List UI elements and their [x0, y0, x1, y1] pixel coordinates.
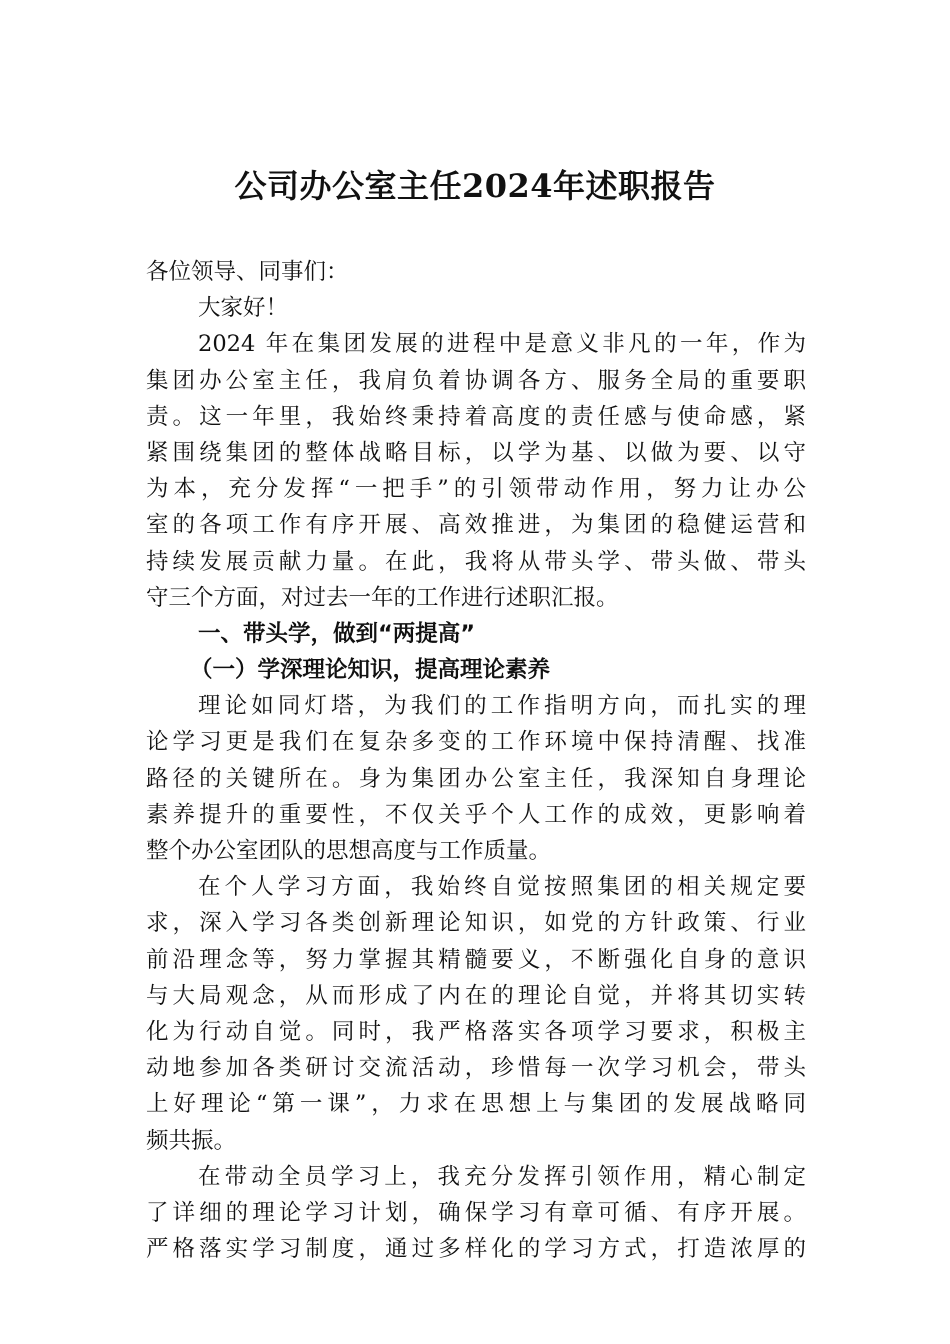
- paragraph-line: 论学习更是我们在复杂多变的工作环境中保持清醒、找准: [146, 729, 806, 756]
- paragraph-line: 理论如同灯塔，为我们的工作指明方向，而扎实的理: [198, 693, 806, 720]
- salutation: 各位领导、同事们：: [146, 259, 349, 285]
- paragraph-line: 在带动全员学习上，我充分发挥引领作用，精心制定: [198, 1163, 806, 1190]
- document-title: 公司办公室主任2024年述职报告: [234, 167, 716, 205]
- paragraph-line: 责。这一年里，我始终秉持着高度的责任感与使命感，紧: [146, 403, 806, 430]
- section-heading: 一、带头学，做到“两提高”: [198, 620, 476, 647]
- paragraph-line: 素养提升的重要性，不仅关乎个人工作的成效，更影响着: [146, 801, 806, 828]
- paragraph-line: 前沿理念等，努力掌握其精髓要义，不断强化自身的意识: [146, 946, 806, 973]
- paragraph-line: 紧围绕集团的整体战略目标，以学为基、以做为要、以守: [146, 439, 806, 466]
- paragraph-line: 求，深入学习各类创新理论知识，如党的方针政策、行业: [146, 910, 806, 937]
- paragraph-line: 上好理论“第一课”，力求在思想上与集团的发展战略同: [146, 1091, 806, 1118]
- paragraph-line: 室的各项工作有序开展、高效推进，为集团的稳健运营和: [146, 512, 806, 539]
- paragraph-line: 路径的关键所在。身为集团办公室主任，我深知自身理论: [146, 765, 806, 792]
- paragraph-line: 在个人学习方面，我始终自觉按照集团的相关规定要: [198, 874, 806, 901]
- paragraph-line: 与大局观念，从而形成了内在的理论自觉，并将其切实转: [146, 982, 806, 1009]
- paragraph-line: 整个办公室团队的思想高度与工作质量。: [146, 838, 552, 864]
- paragraph-line: 持续发展贡献力量。在此，我将从带头学、带头做、带头: [146, 548, 806, 575]
- paragraph-line: 守三个方面，对过去一年的工作进行述职汇报。: [146, 584, 619, 611]
- paragraph-line: 集团办公室主任，我肩负着协调各方、服务全局的重要职: [146, 367, 806, 394]
- greeting: 大家好！: [198, 295, 289, 322]
- document-body: [146, 254, 806, 1267]
- paragraph-line: 化为行动自觉。同时，我严格落实各项学习要求，积极主: [146, 1018, 806, 1045]
- paragraph-line: 严格落实学习制度，通过多样化的学习方式，打造浓厚的: [146, 1236, 806, 1263]
- paragraph-line: 频共振。: [146, 1127, 237, 1154]
- paragraph-line: 了详细的理论学习计划，确保学习有章可循、有序开展。: [146, 1199, 806, 1226]
- paragraph-line: 动地参加各类研讨交流活动，珍惜每一次学习机会，带头: [146, 1055, 806, 1082]
- subsection-heading: （一）学深理论知识，提高理论素养: [190, 657, 551, 684]
- paragraph-line: 2024 年在集团发展的进程中是意义非凡的一年，作为: [198, 331, 806, 358]
- paragraph-line: 为本，充分发挥“一把手”的引领带动作用，努力让办公: [146, 476, 806, 503]
